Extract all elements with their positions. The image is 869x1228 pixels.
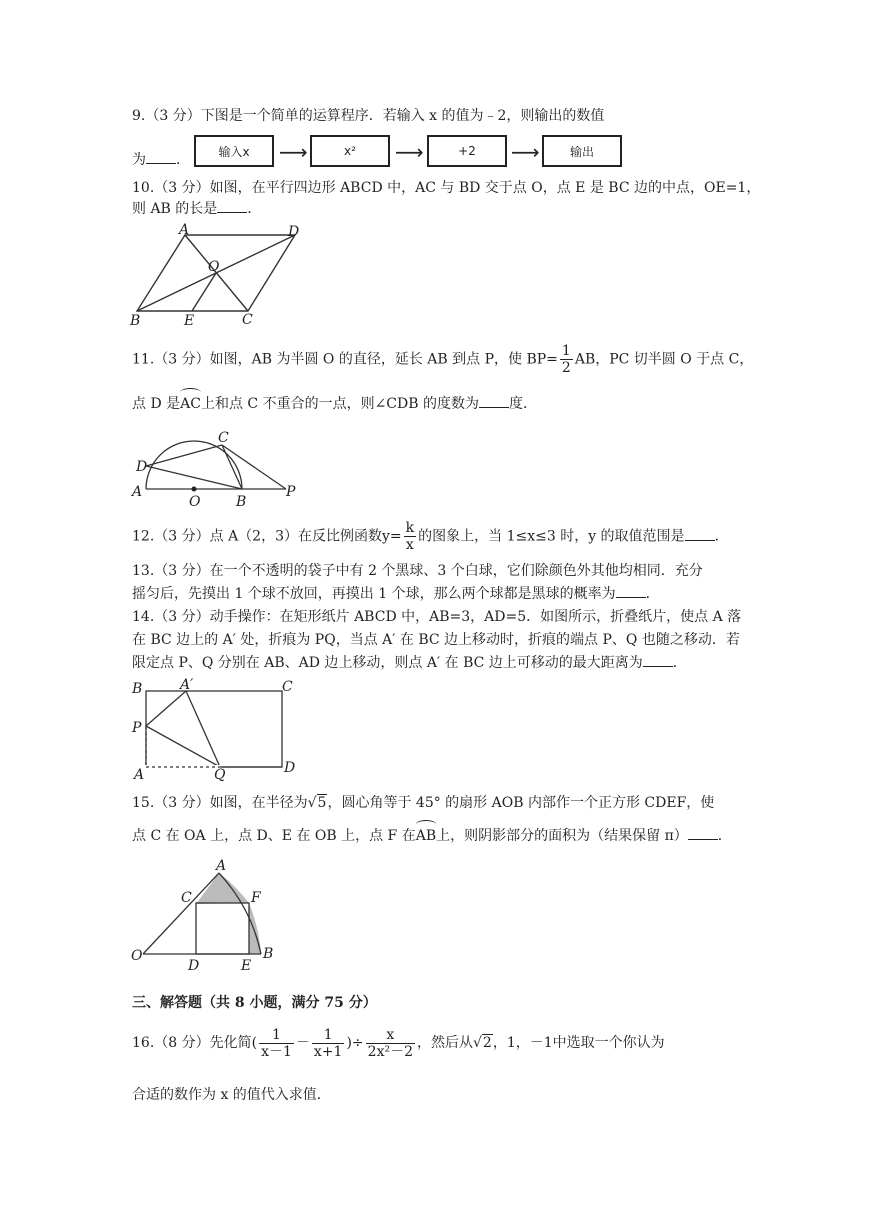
q10-line2: 则 AB 的长是 ． (132, 201, 262, 217)
q9-answer-line: 为 ． (132, 152, 190, 168)
segment-pa1 (146, 691, 186, 726)
label-b: B (130, 313, 141, 329)
q15-line1: 15.（3 分）如图，在半径为√5，圆心角等于 45° 的扇形 AOB 内部作一个正方形 CDEF，使 (132, 790, 714, 816)
arc-ac: AC (180, 396, 201, 412)
sqrt-5: √5 (307, 795, 327, 811)
fraction-2: $\frac{1}{x+1}$ (313, 1026, 343, 1060)
label-d: D (136, 459, 148, 475)
square-cdef (196, 903, 249, 954)
q11-line2: 点 D 是AC上和点 C 不重合的一点，则∠CDB 的度数为 度． (132, 396, 537, 412)
label-c: C (181, 890, 192, 906)
crease-pq (146, 726, 220, 767)
sqrt-2: √2 (472, 1035, 492, 1051)
section-heading: 三、解答题（共 8 小题，满分 75 分） (132, 995, 377, 1011)
fraction-1: $\frac{1}{x-1}$ (261, 1026, 292, 1060)
label-a: A (179, 222, 190, 238)
label-a: A (132, 484, 143, 500)
radius-oa (143, 873, 219, 954)
segment-db (146, 466, 242, 489)
label-e: E (184, 313, 195, 329)
q10-line1: 10.（3 分）如图，在平行四边形 ABCD 中，AC 与 BD 交于点 O，点 E 是 BC 边的中点，OE=1， (132, 180, 761, 196)
label-b: B (263, 946, 274, 962)
center-point (192, 487, 197, 492)
label-d: D (188, 958, 200, 974)
arc-ab: AB (415, 828, 437, 844)
rectangle-abcd (146, 691, 282, 767)
semicircle-figure (128, 428, 308, 510)
rectangle-fold-figure (128, 676, 308, 781)
label-b: B (132, 681, 143, 697)
right-arrow-icon: ⟶ (511, 140, 540, 164)
answer-blank (146, 151, 176, 164)
label-f: F (251, 890, 261, 906)
label-p: P (286, 484, 296, 500)
program-box-add: +2 (427, 135, 507, 167)
label-c: C (282, 679, 293, 695)
segment-dc (146, 445, 222, 466)
program-box-square: x² (310, 135, 390, 167)
program-box-input: 输入x (194, 135, 274, 167)
label-c: C (218, 430, 229, 446)
label-o: O (208, 259, 220, 275)
label-p: P (132, 720, 142, 736)
label-b: B (236, 494, 247, 510)
label-o: O (131, 948, 143, 964)
label-d: D (284, 760, 296, 776)
q16-line1: 16.（8 分）先化简( $\frac{1}{x-1}$ － $\frac{1}{x+1}$ )÷ $\frac{x}{\text{2x²－2}}$ ，然后从√2，1，－1中选取一个你认为 (132, 1022, 665, 1064)
fraction-k-over-x: $\frac{k}{x}$ (405, 520, 415, 553)
segment-a1q (186, 691, 220, 767)
fraction: $\frac{1}{2}$ (561, 343, 571, 376)
label-q: Q (214, 767, 226, 781)
q11-line1: 11.（3 分）如图，AB 为半圆 O 的直径，延长 AB 到点 P，使 BP= $\frac{1}{2}$ AB，PC 切半圆 O 于点 C， (132, 343, 754, 376)
q16-line2: 合适的数作为 x 的值代入求值． (132, 1087, 331, 1103)
q14-line2: 在 BC 边上的 A′ 处，折痕为 PQ，当点 A′ 在 BC 边上移动时，折痕的端点 P、Q 也随之移动．若 (132, 632, 740, 648)
q14-line1: 14.（3 分）动手操作：在矩形纸片 ABCD 中，AB=3，AD=5．如图所示，折叠纸片，使点 A 落 (132, 609, 742, 625)
label-e: E (241, 958, 252, 974)
label-c: C (242, 312, 253, 328)
right-arrow-icon: ⟶ (279, 140, 308, 164)
parallelogram-figure (128, 222, 313, 332)
label-d: D (288, 224, 300, 240)
right-arrow-icon: ⟶ (395, 140, 424, 164)
label-a-prime: A′ (180, 677, 194, 693)
q15-line2: 点 C 在 OA 上，点 D、E 在 OB 上，点 F 在AB上，则阴影部分的面积为（结果保留 π） ． (132, 828, 732, 844)
label-a: A (134, 767, 145, 781)
q12-line: 12.（3 分）点 A（2，3）在反比例函数y= $\frac{k}{x}$ 的图象上，当 1≤x≤3 时，y 的取值范围是 ． (132, 520, 729, 553)
q13-line2: 摇匀后，先摸出 1 个球不放回，再摸出 1 个球，那么两个球都是黑球的概率为 ． (132, 586, 660, 602)
program-box-output: 输出 (542, 135, 622, 167)
q13-line1: 13.（3 分）在一个不透明的袋子中有 2 个黑球、3 个白球，它们除颜色外其他均相同．充分 (132, 563, 703, 579)
q14-line3: 限定点 P、Q 分别在 AB、AD 边上移动，则点 A′ 在 BC 边上可移动的最大距离为 ． (132, 655, 687, 671)
q9-text: 9.（3 分）下图是一个简单的运算程序．若输入 x 的值为﹣2，则输出的数值 (132, 108, 605, 124)
fraction-3: $\frac{x}{\text{2x²－2}}$ (367, 1026, 413, 1060)
label-a: A (216, 858, 227, 874)
sector-square-figure (128, 852, 288, 974)
label-o: O (189, 494, 201, 510)
